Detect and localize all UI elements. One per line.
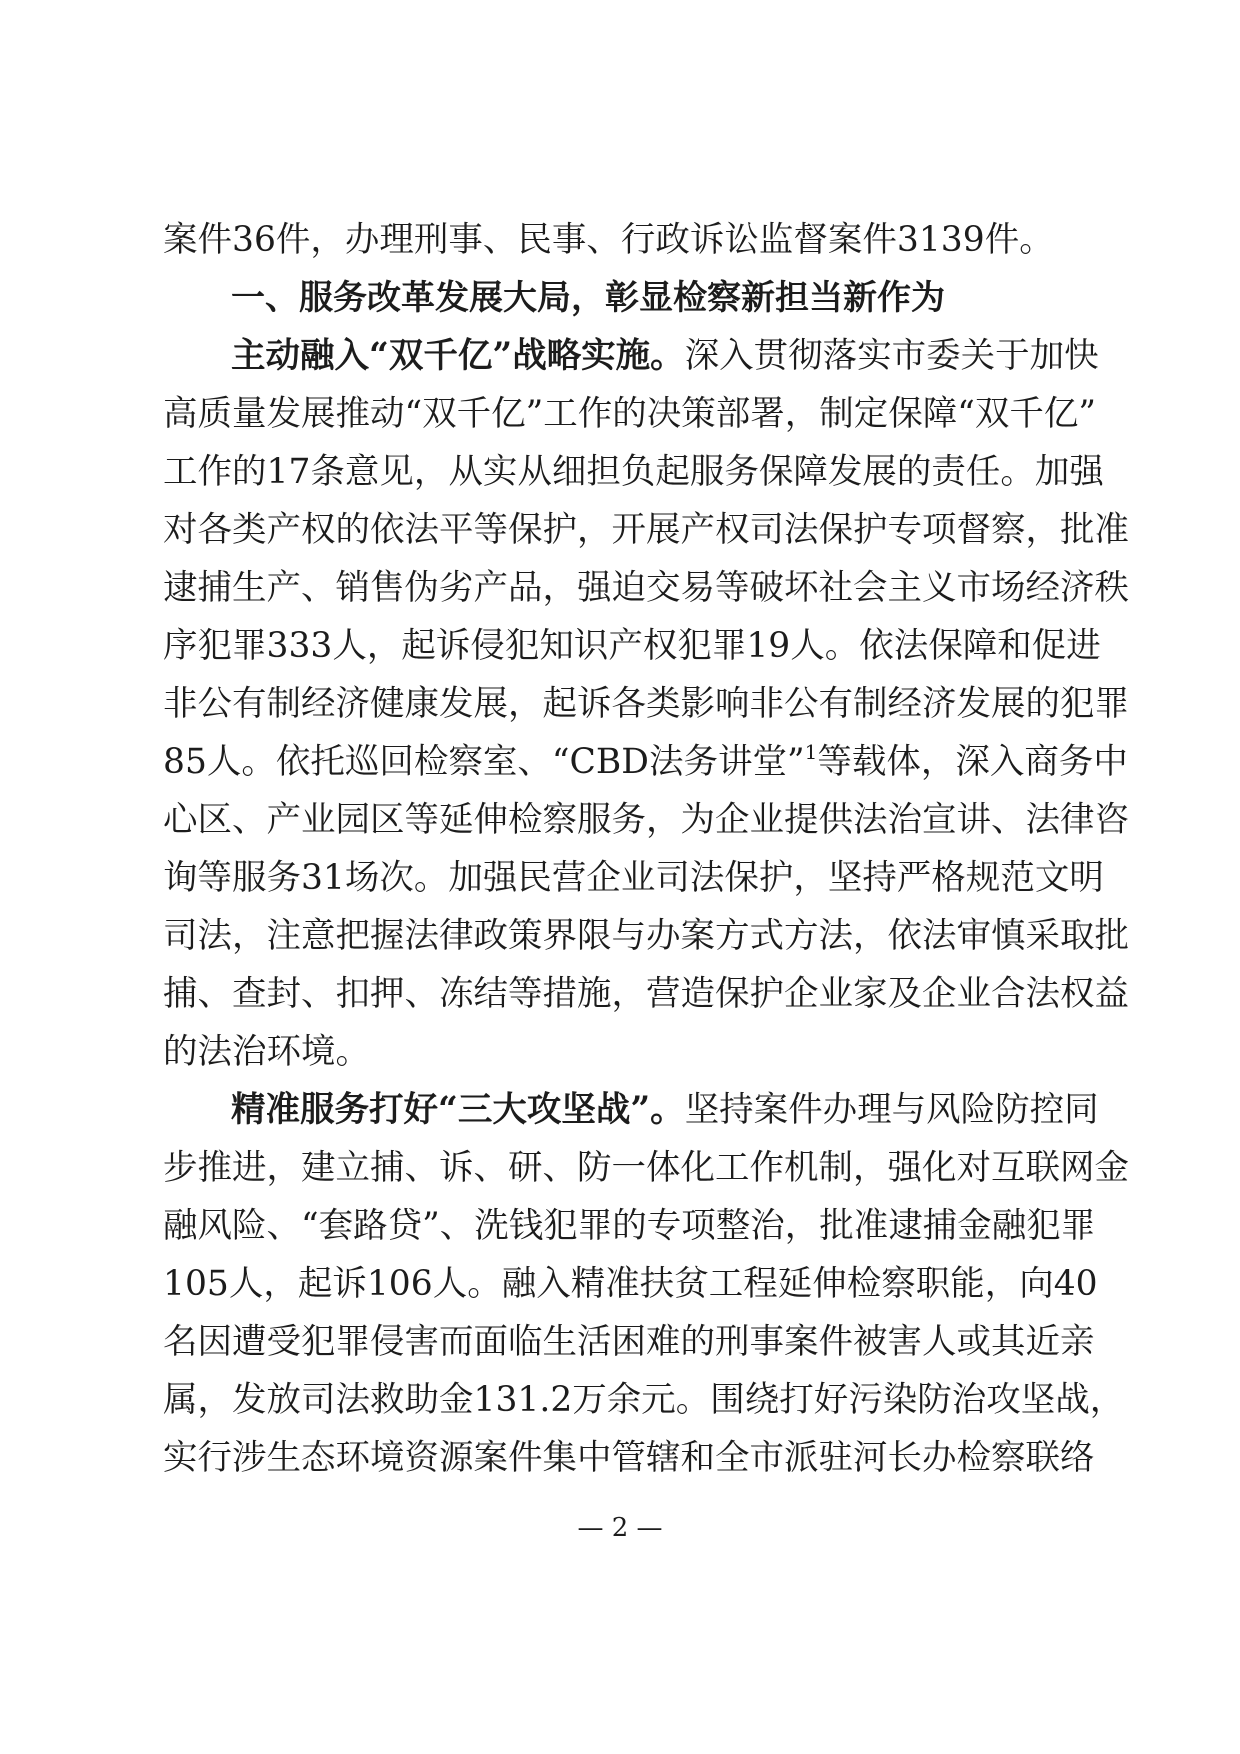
- text-line-18: 融风险、“套路贷”、洗钱犯罪的专项整治，批准逮捕金融犯罪: [163, 1206, 1096, 1246]
- text-line-1: 案件36件，办理刑事、民事、行政诉讼监督案件3139件。: [163, 220, 1054, 260]
- text-line-22: 实行涉生态环境资源案件集中管辖和全市派驻河长办检察联络: [163, 1438, 1095, 1478]
- text-line-11: 心区、产业园区等延伸检察服务，为企业提供法治宣讲、法律咨: [163, 800, 1129, 840]
- text-line-10-pre: 85人。依托巡回检察室、“CBD法务讲堂”: [163, 742, 805, 782]
- text-line-19: 105人，起诉106人。融入精准扶贫工程延伸检察职能，向40: [163, 1264, 1098, 1304]
- text-line-6: 对各类产权的依法平等保护，开展产权司法保护专项督察，批准: [163, 510, 1129, 550]
- paragraph-2-first-line: [231, 1081, 1099, 1139]
- text-line-20: 名因遭受犯罪侵害而面临生活困难的刑事案件被害人或其近亲: [163, 1322, 1095, 1362]
- paragraph-2-lead: 精准服务打好“三大攻坚战”。: [231, 1090, 685, 1130]
- text-line-21: 属，发放司法救助金131.2万余元。围绕打好污染防治攻坚战，: [163, 1380, 1125, 1420]
- section-heading: 一、服务改革发展大局，彰显检察新担当新作为: [231, 278, 945, 318]
- paragraph-1-lead: 主动融入“双千亿”战略实施。: [231, 336, 685, 376]
- paragraph-2-lead-rest: 坚持案件办理与风险防控同: [684, 1090, 1099, 1130]
- paragraph-1-first-line: [231, 327, 1099, 385]
- text-line-15: 的法治环境。: [163, 1032, 370, 1072]
- text-line-9: 非公有制经济健康发展，起诉各类影响非公有制经济发展的犯罪: [163, 684, 1129, 724]
- text-line-4: 高质量发展推动“双千亿”工作的决策部署，制定保障“双千亿”: [163, 394, 1097, 434]
- footnote-reference[interactable]: 1: [804, 740, 818, 764]
- text-line-7: 逮捕生产、销售伪劣产品，强迫交易等破坏社会主义市场经济秩: [163, 568, 1129, 608]
- text-line-8: 序犯罪333人，起诉侵犯知识产权犯罪19人。依法保障和促进: [163, 626, 1101, 666]
- text-line-14: 捕、查封、扣押、冻结等措施，营造保护企业家及企业合法权益: [163, 974, 1129, 1014]
- text-line-13: 司法，注意把握法律政策界限与办案方式方法，依法审慎采取批: [163, 916, 1129, 956]
- text-line-12: 询等服务31场次。加强民营企业司法保护，坚持严格规范文明: [163, 858, 1104, 898]
- text-line-10: [163, 733, 1128, 791]
- text-line-10-post: 等载体，深入商务中: [817, 742, 1128, 782]
- paragraph-1-lead-rest: 深入贯彻落实市委关于加快: [684, 336, 1099, 376]
- text-line-5: 工作的17条意见，从实从细担负起服务保障发展的责任。加强: [163, 452, 1104, 492]
- page-number: — 2 —: [577, 1513, 663, 1543]
- text-line-17: 步推进，建立捕、诉、研、防一体化工作机制，强化对互联网金: [163, 1148, 1129, 1188]
